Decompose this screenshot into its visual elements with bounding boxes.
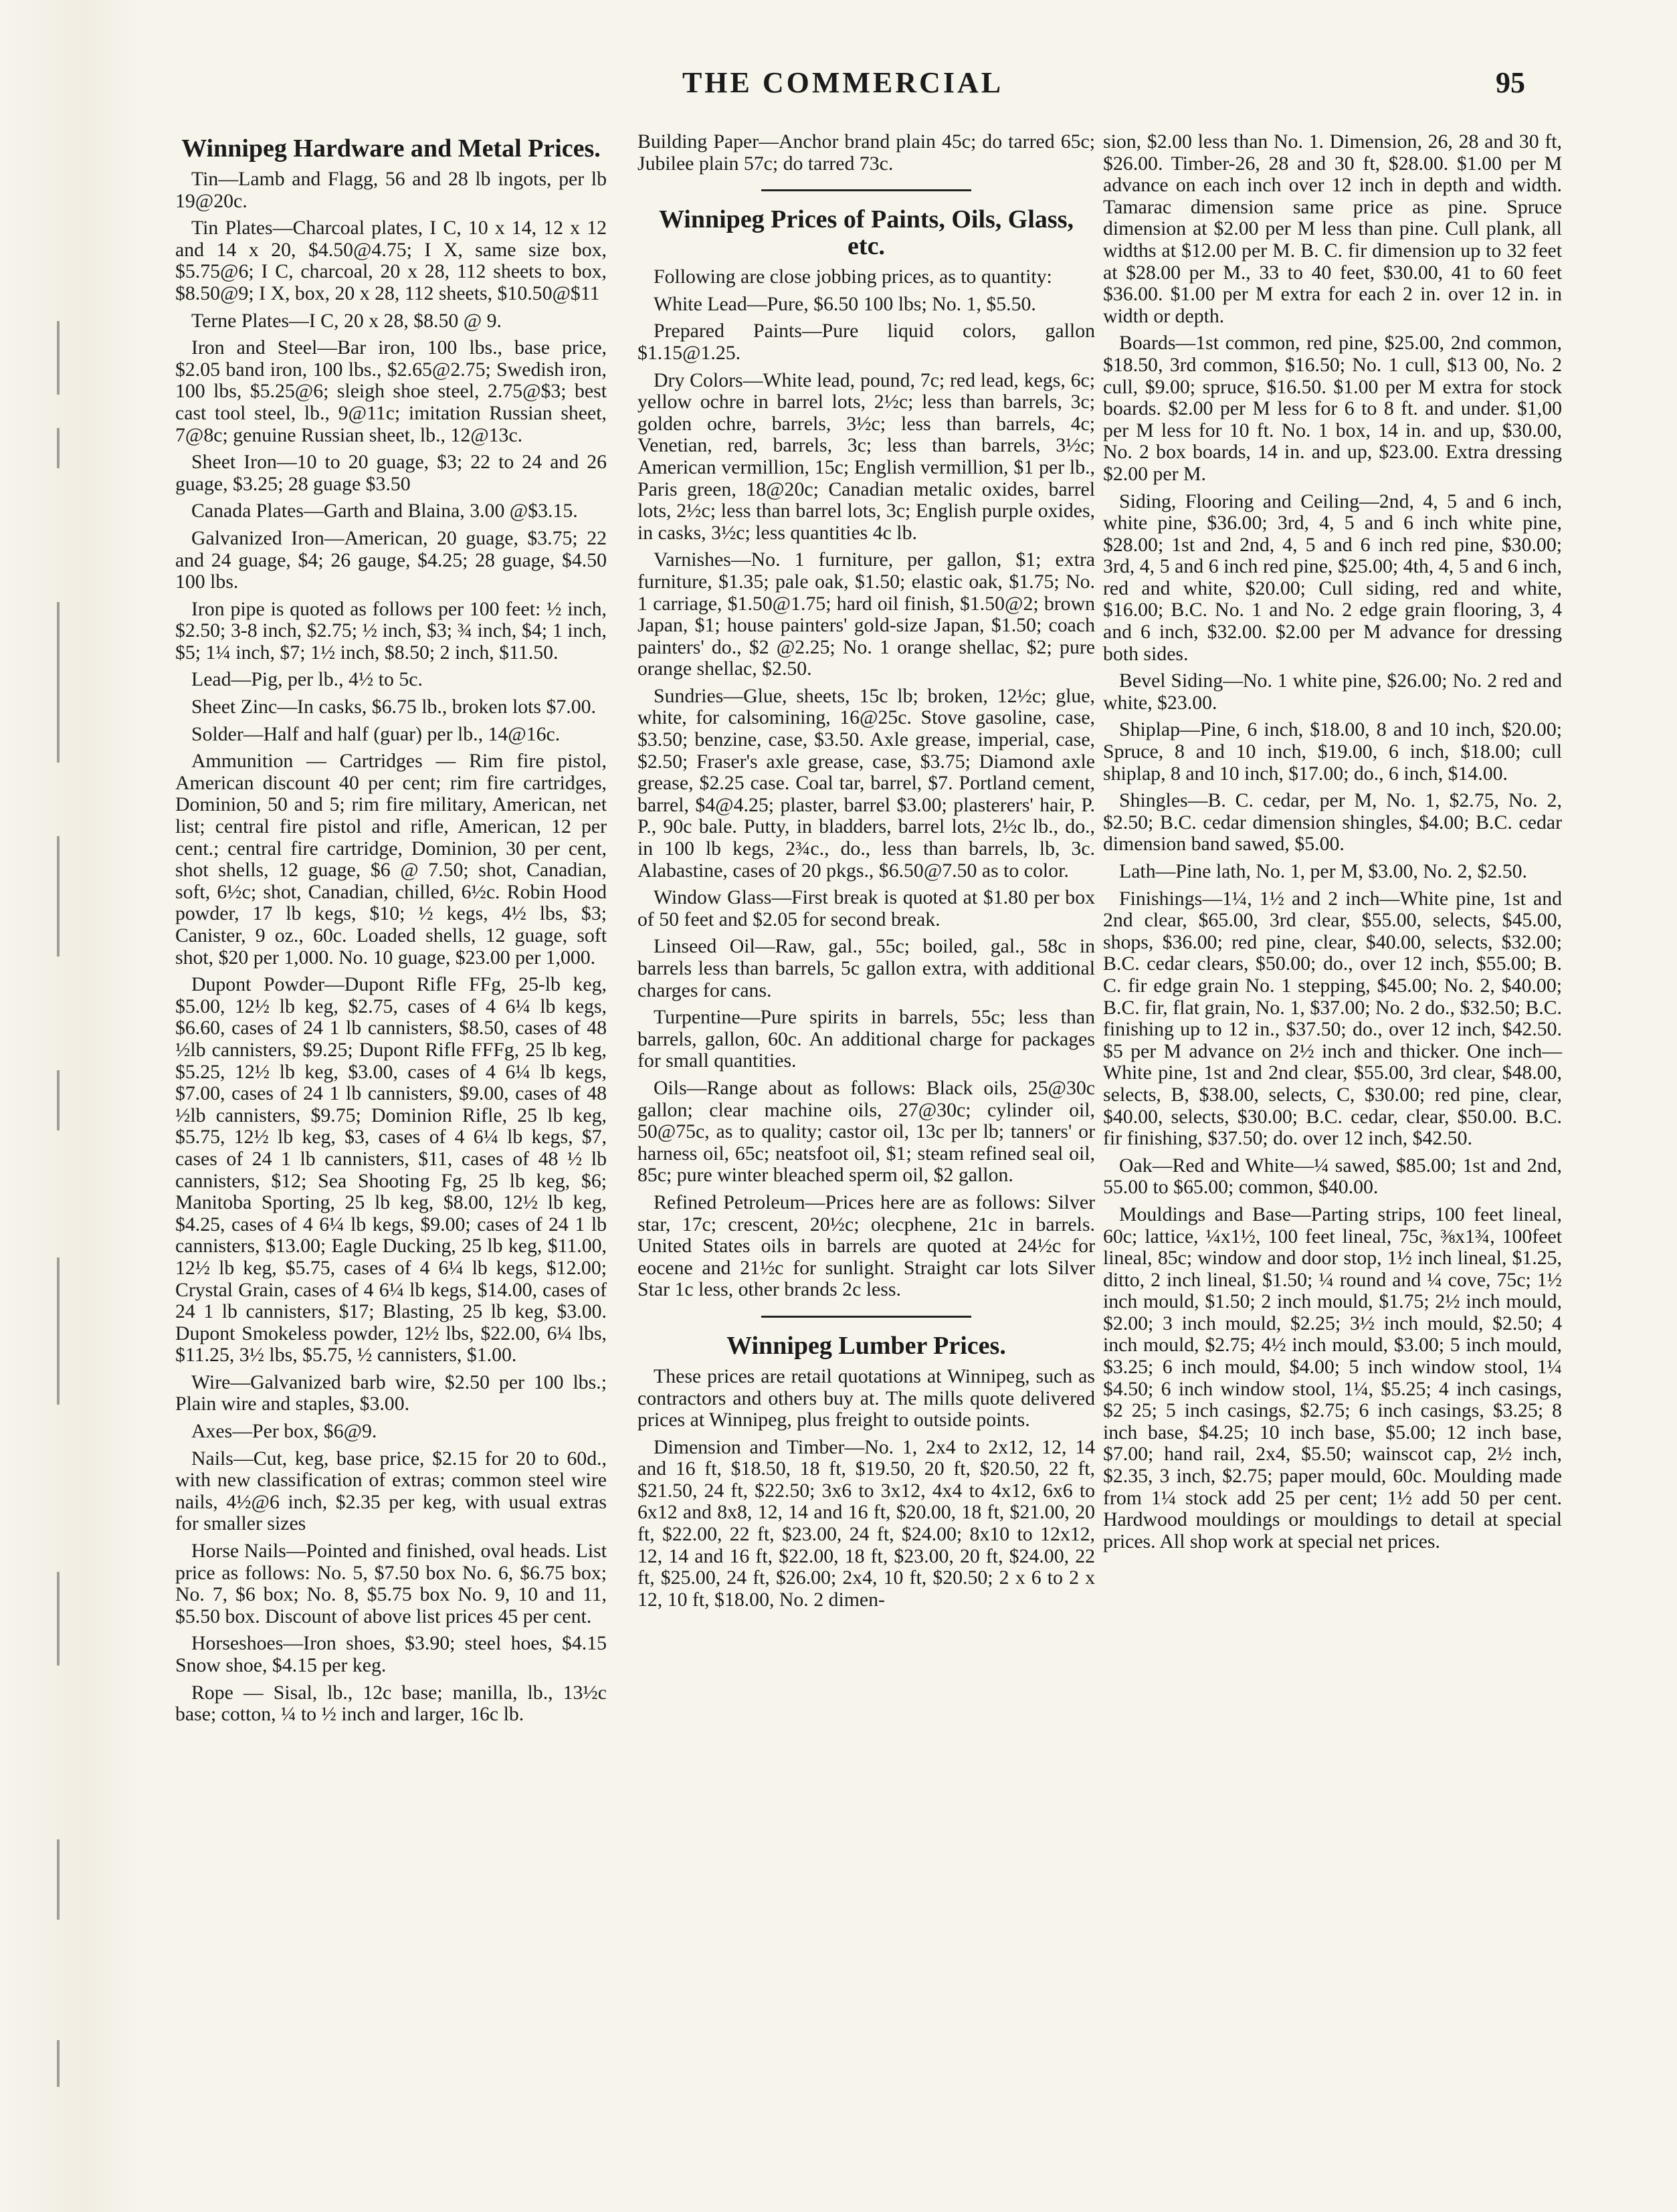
price-paragraph: Bevel Siding—No. 1 white pine, $26.00; No. 2 red and white, $23.00. (1103, 670, 1562, 714)
column-2 (637, 131, 1095, 1616)
price-paragraph: Finishings—1¼, 1½ and 2 inch—White pine, 1st and 2nd clear, $65.00, 3rd clear, $55.00, selects, $45.00, shops, $36.00; red pine, clear, $40.00, selects, $32.00; B.C. cedar clears, $50.00; do., over 12 inch, $55.00; B. C. fir edge grain No. 1 stepping, $45.00; No. 2, $40.00; B.C. fir, flat grain, No. 1, $37.00; No. 2 do., $32.50; B.C. finishing up to 12 in., $37.50; do., over 12 inch, $42.50. $5 per M advance on 2½ inch and thicker. One inch—White pine, 1st and 2nd clear, $55.00, 3rd clear, $48.00, selects, B, $38.00, selects, C, $30.00; red pine, clear, $40.00, selects, $30.00; B.C. cedar, clear, $50.00. B.C. fir finishing, $37.50; do. over 12 inch, $42.50. (1103, 887, 1562, 1150)
price-paragraph: Tin Plates—Charcoal plates, I C, 10 x 14, 12 x 12 and 14 x 20, $4.50@4.75; I X, same size box, $5.75@6; I C, charcoal, 20 x 28, 112 sheets to box, $8.50@9; I X, box, 20 x 28, 112 sheets, $10.50@$11 (175, 217, 607, 304)
price-paragraph: Lead—Pig, per lb., 4½ to 5c. (191, 668, 423, 691)
price-paragraph: Boards—1st common, red pine, $25.00, 2nd common, $18.50, 3rd common, $16.50; No. 1 cull, $13 00, No. 2 cull, $9.00; spruce, $16.50. $1.00 per M extra for stock boards. $2.00 per M less for 6 to 8 ft. and under. $1,00 per M less for 10 ft. No. 1 box, 14 in. and up, $30.00, No. 2 box boards, 14 in. and up, $23.00. Extra dressing $2.00 per M. (1103, 332, 1562, 485)
page-number: 95 (1496, 66, 1525, 99)
price-paragraph: Refined Petroleum—Prices here are as follows: Silver star, 17c; crescent, 20½c; olecphene, 21c in barrels. United States oils in barrels are quoted at 24½c for eocene and 21½c for sunlight. Straight car lots Silver Star 1c less, other brands 2c less. (637, 1191, 1095, 1301)
price-paragraph: Following are close jobbing prices, as to quantity: (654, 266, 1052, 288)
price-paragraph: Rope — Sisal, lb., 12c base; manilla, lb., 13½c base; cotton, ¼ to ½ inch and larger, 16c lb. (175, 1681, 607, 1726)
price-paragraph: Sundries—Glue, sheets, 15c lb; broken, 12½c; glue, white, for calsomining, 16@25c. Stove gasoline, case, $3.50; benzine, case, $3.50. Axle grease, imperial, case, $2.50; Fraser's axle grease, case, $3.75; Diamond axle grease, $2.25 case. Coal tar, barrel, $7. Portland cement, barrel, $4@4.25; plaster, barrel $3.00; plasterers' hair, P. P., 90c bale. Putty, in bladders, barrel lots, 2½c lb., do., in 100 lb kegs, 2¾c., do., less than barrels, lb, 3c. Alabastine, cases of 20 pkgs., $6.50@7.50 as to color. (637, 684, 1095, 882)
section-heading: Winnipeg Lumber Prices. (726, 1331, 1006, 1360)
price-paragraph: Iron and Steel—Bar iron, 100 lbs., base price, $2.05 band iron, 100 lbs., $2.65@2.75; Swedish iron, 100 lbs, $5.25@6; sleigh shoe steel, 2.75@$3; best cast tool steel, lb., 9@11c; imitation Russian sheet, 7@8c; genuine Russian sheet, lb., 12@13c. (175, 336, 607, 446)
price-paragraph: Dry Colors—White lead, pound, 7c; red lead, kegs, 6c; yellow ochre in barrel lots, 2½c; less than barrels, 3c; golden ochre, barrels, 3½c; less than barrels, 4c; Venetian, red, barrels, 3c; less than barrels, 3½c; American vermillion, 15c; English vermillion, $1 per lb., Paris green, 18@20c; Canadian metalic oxides, barrel lots, 2½c; less than barrel lots, 3c; English purple oxides, in casks, 3½c; less quantities 4c lb. (637, 369, 1095, 544)
column-1 (175, 131, 607, 1731)
price-paragraph: Iron pipe is quoted as follows per 100 feet: ½ inch, $2.50; 3-8 inch, $2.75; ½ inch, $3; ¾ inch, $4; 1 inch, $5; 1¼ inch, $7; 1½ inch, $8.50; 2 inch, $11.50. (175, 597, 607, 664)
price-paragraph: Horseshoes—Iron shoes, $3.90; steel hoes, $4.15 Snow shoe, $4.15 per keg. (175, 1632, 607, 1676)
price-paragraph: White Lead—Pure, $6.50 100 lbs; No. 1, $5.50. (654, 292, 1036, 315)
price-paragraph: These prices are retail quotations at Winnipeg, such as contractors and others buy at. The mills quote delivered prices at Winnipeg, plus freight to outside points. (637, 1365, 1095, 1431)
price-paragraph: Prepared Paints—Pure liquid colors, gallon $1.15@1.25. (637, 320, 1095, 364)
price-paragraph: Wire—Galvanized barb wire, $2.50 per 100 lbs.; Plain wire and staples, $3.00. (175, 1371, 607, 1415)
section-heading: Winnipeg Hardware and Metal Prices. (181, 134, 601, 163)
price-paragraph: Sheet Zinc—In casks, $6.75 lb., broken lots $7.00. (191, 696, 596, 718)
price-paragraph: Oak—Red and White—¼ sawed, $85.00; 1st and 2nd, 55.00 to $65.00; common, $40.00. (1103, 1154, 1562, 1199)
price-paragraph: Turpentine—Pure spirits in barrels, 55c; less than barrels, gallon, 60c. An additional charge for packages for small quantities. (637, 1006, 1095, 1072)
price-paragraph: Linseed Oil—Raw, gal., 55c; boiled, gal., 58c in barrels less than barrels, 5c gallon extra, with additional charges for cans. (637, 935, 1095, 1001)
price-paragraph: Ammunition — Cartridges — Rim fire pistol, American discount 40 per cent; rim fire cartridges, Dominion, 50 and 5; rim fire military, American, net list; central fire pistol and rifle, American, 12 per cent.; central fire cartridge, Dominion, 30 per cent, shot shells, 12 guage, $6 @ 7.50; shot, Canadian, soft, 6½c; shot, Canadian, chilled, 6½c. Robin Hood powder, 17 lb kegs, $10; ½ kegs, 4½ lbs, $3; Canister, 9 oz., 60c. Loaded shells, 12 guage, soft shot, $20 per 1,000. No. 10 guage, $23.00 per 1,000. (175, 750, 607, 969)
column-3 (1103, 131, 1562, 1558)
section-divider (761, 189, 972, 191)
price-paragraph: sion, $2.00 less than No. 1. Dimension, 26, 28 and 30 ft, $26.00. Timber-26, 28 and 30 ft, $28.00. $1.00 per M advance on each inch over 12 inch in depth and width. Tamarac dimension same price as pine. Spruce dimension at $2.00 per M less than pine. Cull plank, all widths at $12.00 per M. B. C. fir dimension up to 32 feet at $28.00 per M., 33 to 40 feet, $30.00, 41 to 60 feet $36.00. $1.00 per M extra for each 2 in. over 12 in. in width or depth. (1103, 130, 1562, 327)
page-header (161, 66, 1525, 106)
price-paragraph: Window Glass—First break is quoted at $1.80 per box of 50 feet and $2.05 for second break. (637, 886, 1095, 930)
price-paragraph: Dimension and Timber—No. 1, 2x4 to 2x12, 12, 14 and 16 ft, $18.50, 18 ft, $19.50, 20 ft, $20.50, 22 ft, $21.50, 24 ft, $22.50; 3x6 to 3x12, 4x4 to 4x12, 6x6 to 6x12 and 8x8, 12, 14 and 16 ft, $20.00, 18 ft, $21.00, 20 ft, $22.00, 22 ft, $23.00, 24 ft, $24.00; 8x10 to 12x12, 12, 14 and 16 ft, $22.00, 18 ft, $23.00, 20 ft, $24.00, 22 ft, $25.00, 24 ft, $26.00; 2x4, 10 ft, $20.50; 2 x 6 to 2 x 12, 10 ft, $18.00, No. 2 dimen- (637, 1435, 1095, 1611)
price-paragraph: Canada Plates—Garth and Blaina, 3.00 @$3.15. (191, 500, 578, 522)
price-paragraph: Oils—Range about as follows: Black oils, 25@30c gallon; clear machine oils, 27@30c; cylinder oil, 50@75c, as to quality; castor oil, 13c per lb; tanners' or harness oil, 65c; neatsfoot oil, $1; steam refined seal oil, 85c; pure winter bleached sperm oil, $2 gallon. (637, 1076, 1095, 1187)
price-paragraph: Galvanized Iron—American, 20 guage, $3.75; 22 and 24 guage, $4; 26 gauge, $4.25; 28 guage, $4.50 100 lbs. (175, 526, 607, 593)
price-paragraph: Shingles—B. C. cedar, per M, No. 1, $2.75, No. 2, $2.50; B.C. cedar dimension shingles, $4.00; B.C. cedar dimension band sawed, $5.00. (1103, 789, 1562, 856)
price-paragraph: Lath—Pine lath, No. 1, per M, $3.00, No. 2, $2.50. (1119, 860, 1527, 882)
section-divider (761, 1316, 972, 1318)
price-paragraph: Siding, Flooring and Ceiling—2nd, 4, 5 and 6 inch, white pine, $36.00; 3rd, 4, 5 and 6 inch white pine, $28.00; 1st and 2nd, 4, 5 and 6 inch red pine, $30.00; 3rd, 4, 5 and 6 inch red pine, $25.00; 4th, 4, 5 and 6 inch, red and white, $20.00; Cull siding, red and white, $16.00; B.C. No. 1 and No. 2 edge grain flooring, 3, 4 and 6 inch, $32.00. $2.00 per M advance for dressing both sides. (1103, 490, 1562, 665)
price-paragraph: Shiplap—Pine, 6 inch, $18.00, 8 and 10 inch, $20.00; Spruce, 8 and 10 inch, $19.00, 6 inch, $18.00; cull shiplap, 8 and 10 inch, $17.00; do., 6 inch, $14.00. (1103, 718, 1562, 785)
price-paragraph: Nails—Cut, keg, base price, $2.15 for 20 to 60d., with new classification of extras; common steel wire nails, 4½@6 inch, $2.35 per keg, with usual extras for smaller sizes (175, 1447, 607, 1535)
price-paragraph: Horse Nails—Pointed and finished, oval heads. List price as follows: No. 5, $7.50 box No. 6, $6.75 box; No. 7, $6 box; No. 8, $5.75 box No. 9, 10 and 11, $5.50 box. Discount of above list prices 45 per cent. (175, 1540, 607, 1627)
scan-edge-marks (0, 0, 140, 2212)
price-paragraph: Sheet Iron—10 to 20 guage, $3; 22 to 24 and 26 guage, $3.25; 28 guage $3.50 (175, 451, 607, 495)
price-paragraph: Solder—Half and half (guar) per lb., 14@16c. (191, 722, 561, 745)
price-paragraph: Terne Plates—I C, 20 x 28, $8.50 @ 9. (191, 309, 502, 332)
running-head: THE COMMERCIAL (682, 66, 1004, 99)
price-paragraph: Varnishes—No. 1 furniture, per gallon, $1; extra furniture, $1.35; pale oak, $1.50; elastic oak, $1.75; No. 1 carriage, $1.50@1.75; hard oil finish, $1.50@2; brown Japan, $1; house painters' gold-size Japan, $1.50; coach painters' do., $2 @2.25; No. 1 orange shellac, $2; pure orange shellac, $2.50. (637, 548, 1095, 680)
price-paragraph: Mouldings and Base—Parting strips, 100 feet lineal, 60c; lattice, ¼x1½, 100 feet lineal, 75c, ⅜x1¾, 100feet lineal, 85c; window and door stop, 1½ inch lineal, $1.25, ditto, 2 inch lineal, $1.50; ¼ round and ¼ cove, 75c; 1½ inch mould, $1.50; 2 inch mould, $1.75; 2½ inch mould, $2.00; 3 inch mould, $2.25; 3½ inch mould, $2.50; 4 inch mould, $2.75; 4½ inch mould, $3.00; 5 inch mould, $3.25; 6 inch mould, $4.00; 5 inch window stool, 1¼ $4.50; 6 inch window stool, 1¼, $5.25; 4 inch casings, $2 25; 5 inch casings, $2.75; 6 inch casings, $3.25; 8 inch base, $4.25; 10 inch base, $5.00; 12 inch base, $7.00; hand rail, 2x4, $5.50; wainscot cap, 2½ inch, $2.35, 3 inch, $2.75; paper mould, 60c. Moulding made from 1¼ stock add 25 per cent; 1½ add 50 per cent. Hardwood mouldings or mouldings to detail at special prices. All shop work at special net prices. (1103, 1203, 1562, 1552)
price-paragraph: Dupont Powder—Dupont Rifle FFg, 25-lb keg, $5.00, 12½ lb keg, $2.75, cases of 4 6¼ lb kegs, $6.60, cases of 24 1 lb cannisters, $8.50, cases of 48 ½lb cannisters, $9.25; Dupont Rifle FFFg, 25 lb keg, $5.25, 12½ lb keg, $3.00, cases of 4 6¼ lb kegs, $7.00, cases of 24 1 lb cannisters, $9.00, cases of 48 ½lb cannisters, $9.75; Dominion Rifle, 25 lb keg, $5.75, 12½ lb keg, $3, cases of 4 6¼ lb kegs, $7, cases of 24 1 lb cannisters, $11, cases of 48 ½ lb cannisters, $12; Sea Shooting Fg, 25 lb keg, $6; Manitoba Sporting, 25 lb keg, $8.00, 12½ lb keg, $4.25, cases of 4 6¼ lb kegs, $9.00; cases of 24 1 lb cannisters, $13.00; Eagle Ducking, 25 lb keg, $11.00, 12½ lb keg, $5.75, cases of 4 6¼ lb kegs, $12.00; Crystal Grain, cases of 4 6¼ lb kegs, $14.00, cases of 24 1 lb cannisters, $17; Blasting, 25 lb keg, $3.00. Dupont Smokeless powder, 12½ lbs, $22.00, 6¼ lbs, $11.25, 3½ lbs, $5.75, ½ cannisters, $1.00. (175, 973, 607, 1367)
price-paragraph: Tin—Lamb and Flagg, 56 and 28 lb ingots, per lb 19@20c. (175, 168, 607, 212)
section-heading: Winnipeg Prices of Paints, Oils, Glass, etc. (658, 205, 1074, 261)
price-paragraph: Building Paper—Anchor brand plain 45c; do tarred 65c; Jubilee plain 57c; do tarred 73c. (637, 130, 1095, 175)
price-paragraph: Axes—Per box, $6@9. (191, 1420, 377, 1443)
